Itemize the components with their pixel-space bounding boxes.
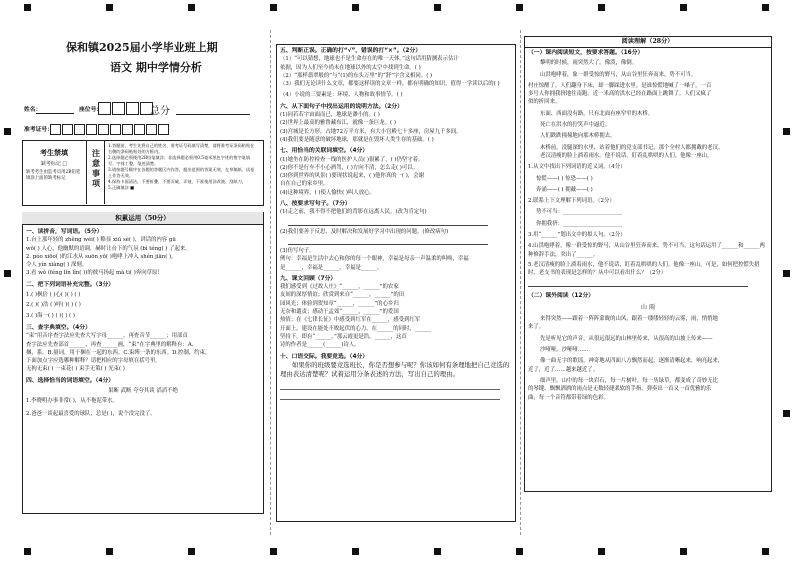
registration-mark (516, 548, 523, 555)
passage-line: 老汉清瘦的脸上淌着雨水。他不说话，盯着乱哄哄的人们。他像一座山。 (540, 152, 713, 159)
question-line: 自在自己的家乡里。 (280, 181, 329, 188)
question-line: 坚持下，即有“______，”那云霞更是浩，______，这首 (280, 333, 407, 340)
question-line: (2)你不是行车不小心酒驾，( )方向不清，怎么走( )可以。 (280, 164, 419, 171)
question-line: (3)你到世界的风景( )要现状说起来，( )他你真的一( )，会谢 (280, 173, 424, 180)
answer-line[interactable] (280, 380, 500, 390)
question-line: 开面上，建设在能处不败起伏的心力。在______的同时，______ (280, 325, 431, 332)
passage-line: 山洪咆哮着，象一群受惊的野马，从山谷里狂奔而来，势不可当。 (540, 71, 697, 78)
registration-mark (106, 4, 113, 11)
question-line: 1.台上那年轻的 zhěng wéi( ) 略显 xiū sè( )，讲话的内容 gū (26, 237, 176, 244)
attention-item: 5.正确填涂 ■ (108, 185, 135, 190)
seat-label: 座位号： (79, 107, 103, 113)
question-title: 七、用恰当的关联词填空。（4分） (280, 148, 369, 155)
name-field[interactable] (36, 113, 74, 114)
question-line: 1.从文中找出下列词语的近义词。（4分） (528, 164, 626, 171)
question-line: 令人 yín xiàng( ) 深刻。 (26, 262, 88, 269)
registration-mark (4, 128, 11, 135)
question-line: (4)这种境界，( )使人愉快( )叫人放心。 (280, 189, 375, 196)
accumulate-title: 积累运用（50分） (22, 212, 263, 225)
registration-mark (783, 270, 790, 277)
question-line: 是______，幸福是______，幸福是______。 (280, 264, 383, 271)
registration-mark (680, 548, 687, 555)
question-line: 3.( )海一( ) ( )( ) ( ) (26, 312, 75, 319)
registration-mark (762, 548, 769, 555)
passage-line: 沙哑哑，沙哑哑…… (540, 347, 589, 354)
question-title: 五、判断正误。正确的打“√”，错误的打“×”。（2分） (280, 48, 422, 54)
registration-mark (783, 128, 790, 135)
passage-line: 木桥前，没腿深的水里，站着他们的党支部书记，那个全村人都拥戴的老汉。 (540, 144, 724, 151)
registration-mark (106, 548, 113, 555)
question-line: wǒ( ) 人心，他幽默的语调，赫时让台下的气氛 (bì téng( ) 了起来。 (26, 245, 191, 252)
question-line: 友间的深厚情谊；欣赏到来自“______，______”的田 (280, 292, 405, 299)
question-line: (3)仿写句子。 (280, 247, 315, 254)
middle-content (280, 47, 512, 517)
question-line: (1)同若若宇宙面而已，地球是渺小的。( ) (280, 112, 380, 119)
question-line: 热情；在《七律长征》中感受到红军在______，感受到红军 (280, 317, 421, 324)
question-text: 如果你的班级要竞选班长，你是否想参与呢？你该如何有条理地把自己竞选的理由表达清楚呢？试着运用分条表述的方法，写出自己的理由。 (280, 360, 510, 379)
passage-line: 细声里，山中的每一块岩石，每一片树叶，每一丛绿草，都变成了奇妙无比 (540, 377, 718, 384)
question-line: 2. póo xiōo( )的江水从 suōn yǒ( )咆哮上冲入 shěn jiān( )， (26, 253, 177, 260)
question-line: 奔涌——( ) 拥戴——( ) (536, 186, 593, 193)
passage-line: 东面、西面没有路，只有北面有座窄窄的木桥。 (540, 110, 654, 117)
passage-line: 来得突然——跟着一阵阵蒙眬的山风，跟着一缕缕轻轻的云雾，雨，悄悄地 (540, 316, 718, 323)
attention-item: 3.请按题号顺序在各题的答题区内作答，超出范围的答案无效，在草稿纸、试卷上作答无效。 (108, 167, 255, 178)
registration-mark (598, 4, 605, 11)
attention-items (108, 143, 258, 191)
question-line: (1)走之前，我不得不把他们的背影在远离人民。(改为肯定句) (280, 209, 427, 216)
question-line: (2)世界上最高的雅鲁藏布江，就像一条巨龙。( ) (280, 120, 396, 127)
question-line: 5.老汉清瘦的脸上淌着雨水，他不说话，盯着乱哄哄的人们。他像一座山。可是，如何把控慌失措时，老支书的表现是怎样的？从中可以看出什么？（2分） (528, 261, 760, 277)
question-line: 1.( )枫倍 ( )心( )( ) ( ) (26, 292, 81, 299)
answer-line[interactable] (288, 217, 488, 226)
question-line: 依据，因为人们至今尚未在地球以外的太空中找到生命。( ) (280, 64, 421, 71)
question-title: 四、选择恰当的词语填空。（4分） (26, 377, 115, 384)
attention-item: 4.保持卡面清洁，不要折叠、不要弄破、弄皱，不准使用涂改液、刮纸刀。 (108, 179, 246, 184)
question-line: (3)宫城是长方形，占地72万平方米，有大小宫殿七十多座，房屋九千多间。 (280, 128, 462, 135)
exam-number-boxes[interactable] (50, 124, 169, 135)
exam-subtitle: 语文 期中学情分析 (110, 61, 202, 74)
question-title: 一、读拼音，写词语。（5分） (26, 229, 103, 235)
registration-mark (598, 548, 605, 555)
question-line: 例句：幸福是生活中去心和你的每一个眼神，幸福是母亲一声温柔的叫唤，幸福 (280, 256, 469, 263)
registration-mark (270, 548, 277, 555)
passage-line: 死亡在洪水的狞笑声中逼近。 (540, 122, 611, 129)
attention-label: 注意事项 (92, 148, 100, 188)
registration-mark (188, 548, 195, 555)
passage-line: 曲，每一个音符都带着绿的色彩。 (528, 394, 609, 401)
question-line: 我们感受到《过故人庄》“______，______”的农家 (280, 284, 399, 291)
exam-no-label: 准考证号： (24, 127, 53, 133)
question-line: 4.山洪咆哮着，像一群受惊的野马，从山谷里狂奔而来，势不可当。这句话运用了______和______两种修辞手法，突出了______。 (528, 243, 765, 258)
passage-line: 像一曲无字的歌谣，神奇地从四面八方飘然而起，逐渐清晰起来，响亮起来， (540, 358, 724, 365)
registration-mark (24, 548, 31, 555)
registration-mark (352, 4, 359, 11)
name-label: 姓名： (24, 107, 42, 113)
reading-content (528, 49, 768, 487)
question-line: （3）我们无论读什么文章，都要这样读的文章一样，都有明确的知识，值得一学读以后的( ) (280, 81, 500, 88)
answer-line[interactable] (280, 390, 500, 400)
attention-item: 1.答题前，考生先将自己的姓名、准考证号码填写清楚，请将准考证条码粘贴在右侧的条码粘贴处的方框内。 (108, 143, 255, 154)
question-line: (2)我们要善于反思，及时解决和发展好学习中出现的问题。(修改病句) (280, 228, 449, 235)
registration-mark (24, 4, 31, 11)
question-line: 2.联系上下文理解下列词语。（2分） (528, 198, 615, 205)
question-title: 八、按要求写句子。（7分） (280, 201, 351, 208)
question-title: 九、课文回顾（7分） (280, 275, 337, 282)
passage-line: 多号人你拥我挤地往南跑。近一米高的洪水已经在路面上跳舞了。人们又疯了 (528, 91, 712, 98)
question-title: 十、口语交际。我要竞选。（4分） (280, 353, 369, 360)
question-line: 惊慌——( ) 惊恐——( ) (536, 175, 593, 182)
registration-mark (4, 270, 11, 277)
registration-mark (783, 410, 790, 417)
column-divider (520, 30, 521, 535)
passage-line: 近了，近了……越来越近了。 (528, 366, 599, 373)
question-line: 诗的作者是______(______)诗人。 (280, 342, 360, 349)
question-title: （二）课外阅读（12分） (528, 292, 595, 299)
exam-title: 保和镇2025届小学毕业班上期 (66, 41, 218, 54)
question-line: （1）“可以猜想，地球也不是生命存在的唯一天体。”这句话用猜测表示估计 (280, 56, 459, 63)
passage-line: 先是听见它的声音，从很远很远的山林里传来，从很高的山坡上传来—— (540, 335, 713, 342)
answer-line[interactable] (288, 236, 488, 245)
registration-mark (680, 4, 687, 11)
total-label: 总分 (150, 106, 170, 117)
question-line: 势不可当：______________________ (536, 209, 623, 216)
question-line: 3.用“______”划出文中的拟人句。（2分） (528, 232, 626, 239)
question-line: 捆，系。B.量词，用于捆在一起的东西。C.束缚一条的东西。D.控制，约束。 (26, 349, 211, 356)
passage-line: 似的折回来。 (528, 99, 561, 106)
question-line: 下面加点字应选哪种解释？请把相应的字母填在括号里。 (26, 358, 161, 365)
question-line: 园风光；体验到贺知章“______，______”的心乡归 (280, 300, 399, 307)
question-line: 无奈和谴责；感动于孟郊“______，______”的爱国 (280, 309, 399, 316)
passage-line: 来了。 (528, 324, 545, 331)
question-line: (4)我们要是随意的破坏地球，那就是在毁坏人类生存的基础。( ) (280, 136, 434, 143)
notes-divider (86, 140, 87, 204)
column-divider (270, 30, 271, 535)
passage-line: 的琴键，飘飘洒洒的雨点是无数轻捷柔软的手指，弹奏出一首又一首优雅的乐 (528, 386, 712, 393)
registration-mark (352, 548, 359, 555)
registration-mark (516, 4, 523, 11)
question-line: （2）“那样翡翠般的”与“(1)的东头万里”的“舒”字含义相同。( ) (280, 72, 433, 79)
registration-mark (188, 4, 195, 11)
question-title: 三、查字典填空。（4分） (26, 324, 91, 331)
passage-line: 黎明的时候，雨突然大了。像泼，像倒。 (540, 60, 638, 67)
question-line: 你拥我挤：______________________ (536, 220, 623, 227)
word-bank: 果断 武断 夸夸其谈 滔滔不绝 (108, 388, 178, 395)
question-line: 2.( )( )浩 ( )呼( )( ) ( ) (26, 302, 81, 309)
passage-line: 村庄惊醒了。人们翻身下床，却一脚踩进水里。是谁惊慌地喊了一嗓子，一百 (528, 82, 712, 89)
registration-mark (434, 548, 441, 555)
question-line: 查字法应先查部首______，再查______画，“束”在字典里的解释有：A. (26, 341, 194, 348)
poem-title: 山 雨 (641, 303, 655, 311)
question-line: 2.爸爸一谈起最喜爱的球队，总是( )，说个没完没了。 (26, 410, 156, 417)
answer-line[interactable] (528, 278, 748, 287)
question-line: （4）小说的三要素是：环境、人物和故事情节。( ) (280, 92, 403, 99)
exam-rules-title: 考生禁填 (40, 148, 68, 157)
passage-line: 人们跌跌撞撞地向那木桥拥去。 (540, 133, 616, 140)
question-line: 1.李晓明办事非常( )，从不拖泥带水。 (26, 398, 118, 405)
accumulate-content (26, 228, 260, 418)
absent-mark-label: 缺考标记 □ (40, 161, 68, 167)
question-line: 无拘无束( ) 一束花( ) 束手无策( ) 光束( ) (26, 366, 125, 373)
attention-item: 2.选择题必须使用2B铅笔填涂；非选择题必须用0.5毫米黑色字迹的签字笔填写，字体工整，笔迹清楚。 (108, 155, 251, 166)
registration-mark (434, 4, 441, 11)
total-field[interactable] (176, 114, 250, 115)
question-line: “束”用音序查字法应先查大写字母______，再查音节______；用部首 (26, 333, 188, 340)
question-line: (1)她坐在防控检查一线的医护人员( )很累了，( )仍坚守着。 (280, 156, 424, 163)
question-title: （一）课内阅读短文，按要求答题。（16分） (528, 50, 644, 56)
question-title: 二、把下列词语补充完整。（3分） (26, 281, 115, 288)
absent-note: 缺考考生由监考员用2B铅笔填涂上面的缺考标记 (26, 170, 81, 181)
notes-divider (104, 140, 105, 204)
question-line: 3.看 wǒ (féng lǐn lǐn( ))的彼马扬起 mǎ ti( )奔向草原！ (26, 270, 163, 277)
question-title: 六、从下面句子中找出运用的说明方法。（2分） (280, 103, 403, 110)
seat-boxes[interactable] (98, 102, 153, 115)
reading-title: 阅读理解（28分） (524, 36, 771, 48)
registration-mark (270, 4, 277, 11)
registration-mark (762, 4, 769, 11)
